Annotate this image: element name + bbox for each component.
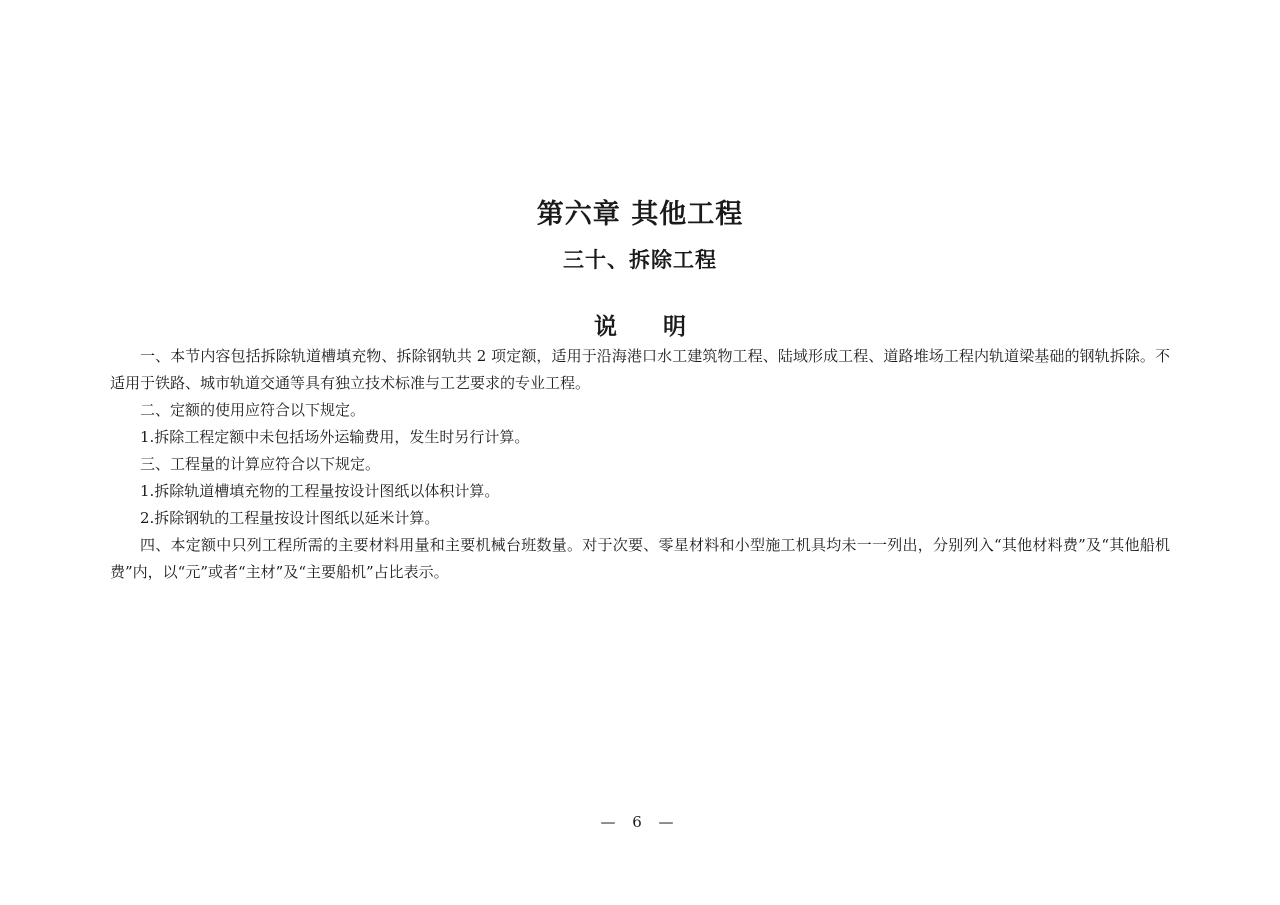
paragraph-5: 1.拆除轨道槽填充物的工程量按设计图纸以体积计算。 — [140, 482, 500, 500]
chapter-title: 第六章 其他工程 — [536, 199, 744, 230]
notes-heading-left: 说 — [594, 314, 617, 340]
paragraph-7: 四、本定额中只列工程所需的主要材料用量和主要机械台班数量。对于次要、零星材料和小型施工机具均未一一列出，分别列入“其他材料费”及“其他船机费”内，以“元”或者“主材”及“主要船机”占比表示。 — [110, 536, 1170, 581]
paragraph-4: 三、工程量的计算应符合以下规定。 — [140, 455, 381, 473]
section-title: 三十、拆除工程 — [563, 248, 717, 272]
paragraph-3: 1.拆除工程定额中未包括场外运输费用，发生时另行计算。 — [140, 428, 530, 446]
notes-heading — [0, 308, 1280, 341]
notes-heading-right: 明 — [663, 314, 686, 340]
paragraph-2: 二、定额的使用应符合以下规定。 — [140, 401, 366, 419]
notes-body — [110, 343, 1170, 586]
paragraph-1: 一、本节内容包括拆除轨道槽填充物、拆除钢轨共 2 项定额，适用于沿海港口水工建筑物工程、陆域形成工程、道路堆场工程内轨道梁基础的钢轨拆除。不适用于铁路、城市轨道交通等具有独立技术标准与工艺要求的专业工程。 — [110, 347, 1170, 392]
page-number: — 6 — — [600, 813, 680, 831]
paragraph-6: 2.拆除钢轨的工程量按设计图纸以延米计算。 — [140, 509, 440, 527]
